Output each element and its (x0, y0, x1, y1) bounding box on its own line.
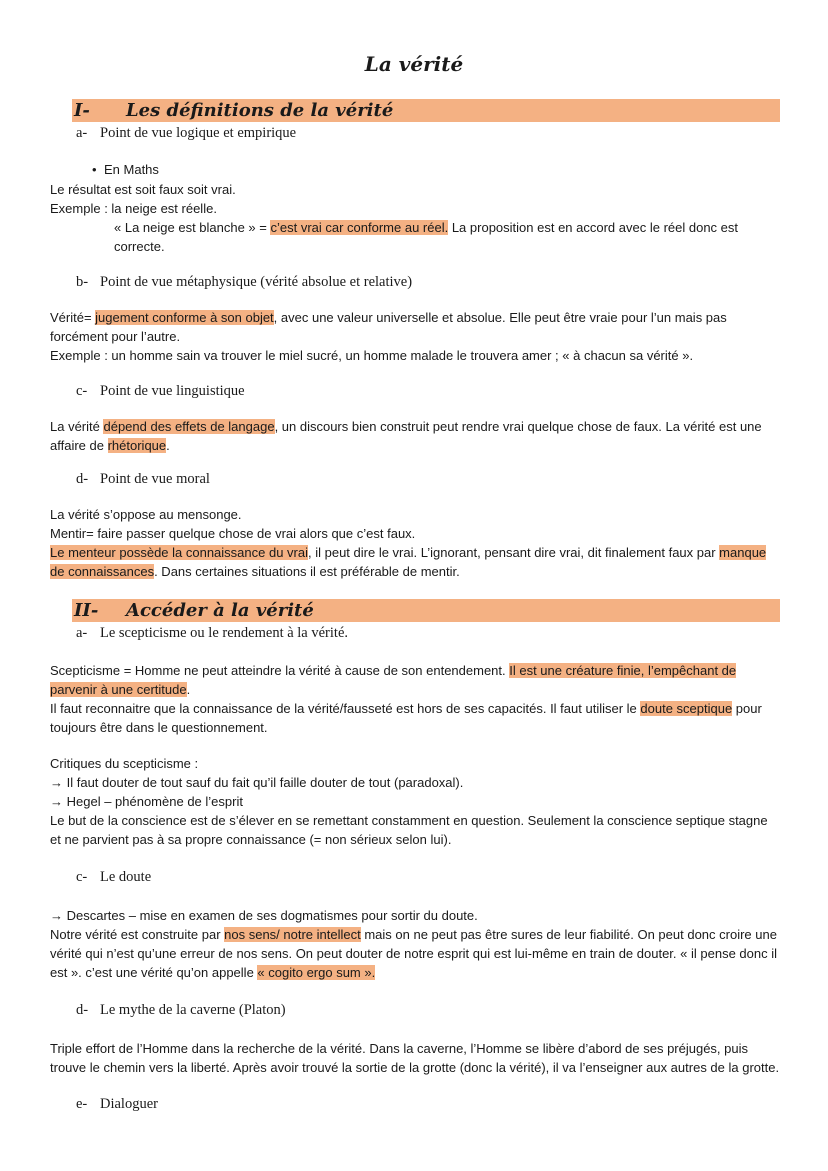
paragraph-line: → Hegel – phénomène de l’esprit (50, 794, 243, 809)
subsection-2c-title: Le doute (100, 869, 152, 885)
text-run: , un discours bien construit peut rendre vrai quelque chose de faux. La vérité est une affaire de (50, 419, 762, 453)
paragraph-example-neige (114, 218, 782, 256)
paragraph-line: Exemple : la neige est réelle. (50, 201, 217, 216)
bullet-en-maths (92, 161, 159, 179)
text-run: pour toujours être dans le questionnement. (50, 701, 762, 735)
paragraph-line: Mentir= faire passer quelque chose de vrai alors que c’est faux. (50, 526, 416, 541)
paragraph-line: → Descartes – mise en examen de ses dogmatismes pour sortir du doute. (50, 908, 478, 923)
paragraph-1c (50, 417, 782, 455)
paragraph-critiques (50, 754, 782, 849)
highlight: rhétorique (107, 438, 167, 453)
subsection-1b-heading (76, 273, 412, 291)
paragraph-2d (50, 1039, 782, 1077)
subsection-2a-title: Le scepticisme ou le rendement à la vérité. (100, 625, 349, 641)
highlight: doute sceptique (640, 701, 733, 716)
bullet-label: En Maths (104, 162, 159, 177)
highlight: nos sens/ notre intellect (224, 927, 361, 942)
subsection-1c-title: Point de vue linguistique (100, 383, 245, 399)
subsection-1d-heading (76, 470, 210, 488)
paragraph-1d (50, 505, 782, 581)
text-run: La vérité (50, 419, 104, 434)
section-2-heading (72, 599, 780, 622)
page-title: La vérité (364, 52, 464, 76)
paragraph-line: Le but de la conscience est de s’élever en se remettant constamment en question. Seulement la conscience septique stagne et ne parvient pas à sa propre connaissance (= non sérieux selon lui). (50, 813, 768, 847)
highlight: c’est vrai car conforme au réel. (270, 220, 449, 235)
section-1-heading (72, 99, 780, 122)
subsection-1c-heading (76, 382, 245, 400)
subsection-1a-heading (76, 124, 296, 142)
subsection-1a-title: Point de vue logique et empirique (100, 125, 297, 141)
paragraph-line: → Il faut douter de tout sauf du fait qu’il faille douter de tout (paradoxal). (50, 775, 464, 790)
paragraph-line: Le résultat est soit faux soit vrai. (50, 182, 236, 197)
text-run: . Dans certaines situations il est préférable de mentir. (154, 564, 460, 579)
subsection-2e-letter: e- (76, 1096, 88, 1112)
subsection-2e-heading (76, 1095, 158, 1113)
subsection-2c-letter: c- (76, 869, 88, 885)
paragraph-line: Exemple : un homme sain va trouver le miel sucré, un homme malade le trouvera amer ; « à chacun sa vérité ». (50, 348, 694, 363)
bullet-icon: • (92, 162, 97, 177)
section-1-title: Les définitions de la vérité (126, 100, 394, 121)
subsection-1c-letter: c- (76, 383, 88, 399)
text-run: Scepticisme = Homme ne peut atteindre la vérité à cause de son entendement. (50, 663, 510, 678)
highlight: « cogito ergo sum ». (257, 965, 376, 980)
subsection-2d-letter: d- (76, 1002, 89, 1018)
highlight: jugement conforme à son objet (95, 310, 274, 325)
text-run: Il faut reconnaitre que la connaissance de la vérité/fausseté est hors de ses capacités. Il faut utiliser le (50, 701, 641, 716)
highlight: dépend des effets de langage (103, 419, 275, 434)
paragraph-1b (50, 308, 782, 365)
subsection-1b-letter: b- (76, 274, 89, 290)
text-run: . (166, 438, 170, 453)
text-run: « La neige est blanche » = (114, 220, 271, 235)
paragraph-line: La vérité s’oppose au mensonge. (50, 507, 242, 522)
highlight: manque de connaissances (50, 545, 767, 579)
subsection-2a-letter: a- (76, 625, 88, 641)
subsection-2d-heading (76, 1001, 286, 1019)
paragraph-2c (50, 906, 782, 982)
text-run: . (186, 682, 191, 697)
section-2-title: Accéder à la vérité (126, 600, 314, 621)
subsection-1a-letter: a- (76, 125, 88, 141)
paragraph-1a (50, 180, 782, 218)
subsection-1d-letter: d- (76, 471, 89, 487)
highlight: Le menteur possède la connaissance du vrai (50, 545, 308, 560)
subsection-2d-title: Le mythe de la caverne (Platon) (100, 1002, 286, 1018)
subsection-2e-title: Dialoguer (100, 1096, 158, 1112)
paragraph-line: Triple effort de l’Homme dans la recherche de la vérité. Dans la caverne, l’Homme se libère d’abord de ses préjugés, puis trouve le chemin vers la liberté. Après avoir trouvé la sortie de la grotte (donc la vérité), il va l’enseigner aux autres de la grotte. (50, 1041, 780, 1075)
paragraph-line: Critiques du scepticisme : (50, 756, 199, 771)
text-run: , avec une valeur universelle et absolue. Elle peut être vraie pour l’un mais pas forcément pour l’autre. (50, 310, 727, 344)
text-run: mais on ne peut pas être sures de leur fiabilité. On peut donc croire une vérité qui n’est qu’une erreur de nos sens. On peut douter de notre esprit qui est lui-même en train de douter. « il pense donc il est ». c’est une vérité qu’on appelle (50, 927, 777, 980)
highlight: Il est une créature finie, l’empêchant de parvenir à une certitude (50, 663, 737, 697)
subsection-1b-title: Point de vue métaphysique (vérité absolue et relative) (100, 274, 413, 290)
section-1-number: I- (74, 100, 90, 121)
text-run: Vérité= (50, 310, 96, 325)
subsection-2c-heading (76, 868, 151, 886)
paragraph-2a (50, 661, 782, 737)
text-run: , il peut dire le vrai. L’ignorant, pensant dire vrai, dit finalement faux par (308, 545, 720, 560)
subsection-1d-title: Point de vue moral (100, 471, 210, 487)
text-run: Notre vérité est construite par (50, 927, 225, 942)
text-run: La proposition est en accord avec le réel donc est correcte. (114, 220, 739, 254)
subsection-2a-heading (76, 624, 348, 642)
section-2-number: II- (74, 600, 99, 621)
